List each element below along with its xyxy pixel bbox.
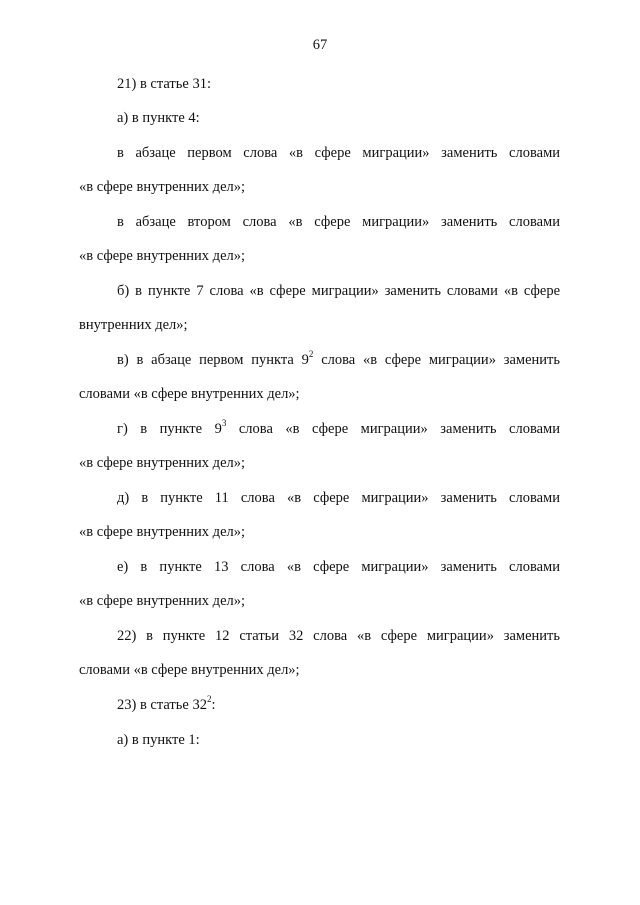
paragraph-21: 21) в статье 31: (117, 76, 211, 92)
paragraph-second-abzac-line-1: в абзаце втором слова «в сфере миграции» заменить словами (117, 214, 560, 230)
paragraph-second-abzac-line-2: «в сфере внутренних дел»; (79, 248, 246, 264)
paragraph-d-line-2: «в сфере внутренних дел»; (79, 524, 246, 540)
paragraph-22-line-1: 22) в пункте 12 статьи 32 слова «в сфере миграции» заменить (117, 628, 560, 644)
paragraph-first-abzac-line-1: в абзаце первом слова «в сфере миграции» заменить словами (117, 145, 560, 161)
paragraph-a-point-4: а) в пункте 4: (117, 110, 200, 126)
paragraph-b-line-2: внутренних дел»; (79, 317, 188, 333)
superscript: 2 (308, 349, 314, 360)
page-number: 67 (312, 37, 328, 53)
paragraph-23 (79, 696, 560, 714)
paragraph-g-line-2: «в сфере внутренних дел»; (79, 455, 246, 471)
paragraph-22-line-2: словами «в сфере внутренних дел»; (79, 662, 300, 678)
paragraph-v-line-2: словами «в сфере внутренних дел»; (79, 386, 300, 402)
paragraph-d-line-1: д) в пункте 11 слова «в сфере миграции» заменить словами (117, 490, 560, 506)
paragraph-v-text-a: в) в абзаце первом пункта 9 (117, 352, 309, 368)
paragraph-e-line-2: «в сфере внутренних дел»; (79, 593, 246, 609)
paragraph-v-line-1 (79, 351, 560, 369)
paragraph-23-text-b: : (211, 697, 216, 713)
paragraph-a-point-1: а) в пункте 1: (117, 732, 200, 748)
paragraph-g-text-a: г) в пункте 9 (117, 421, 222, 437)
paragraph-g-text-b: слова «в сфере миграции» заменить словами (226, 421, 560, 437)
paragraph-v-text-b: слова «в сфере миграции» заменить (313, 352, 560, 368)
paragraph-23-text-a: 23) в статье 32 (117, 697, 207, 713)
paragraph-g-line-1 (79, 420, 560, 438)
superscript: 3 (221, 418, 227, 429)
paragraph-e-line-1: е) в пункте 13 слова «в сфере миграции» заменить словами (117, 559, 560, 575)
paragraph-b-line-1: б) в пункте 7 слова «в сфере миграции» заменить словами «в сфере (117, 283, 560, 299)
paragraph-first-abzac-line-2: «в сфере внутренних дел»; (79, 179, 246, 195)
superscript: 2 (206, 694, 212, 705)
